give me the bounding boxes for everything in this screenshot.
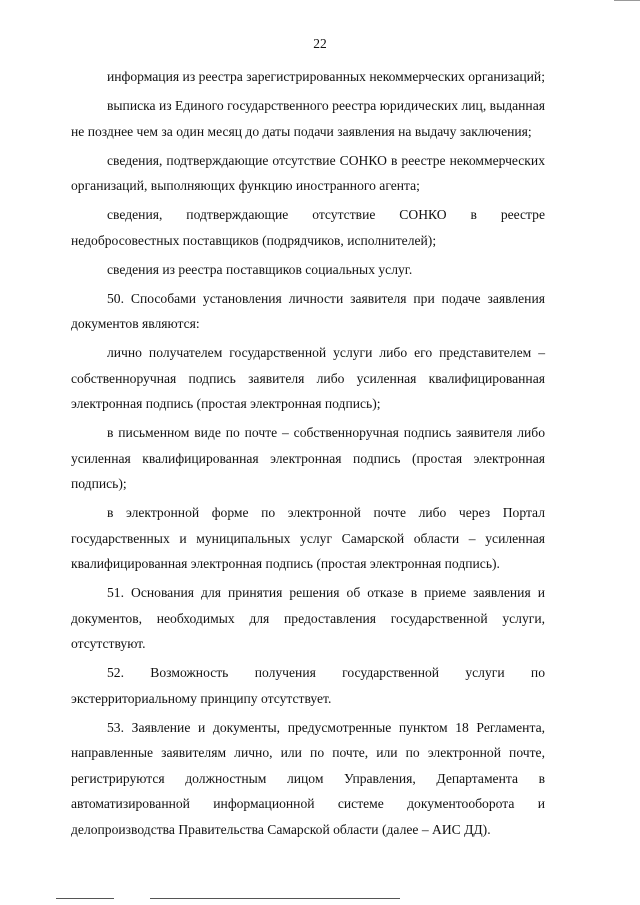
paragraph-53-registration: 53. Заявление и документы, предусмотренные пунктом 18 Регламента, направленные заявителям лично, или по почте, или по электронной почте, регистрируются должностным лицом Управления, Департамента в автоматизированной информационной системе документооборота и делопроизводства Правительства Самарской области (далее – АИС ДД). bbox=[71, 719, 545, 837]
paragraph-foreign-agent-registry: сведения, подтверждающие отсутствие СОНКО в реестре некоммерческих организаций, выполняющих функцию иностранного агента; bbox=[71, 152, 545, 193]
paragraph-social-services-registry: сведения из реестра поставщиков социальных услуг. bbox=[107, 261, 413, 277]
paragraph-50-identification: 50. Способами установления личности заявителя при подаче заявления документов являются: bbox=[71, 290, 545, 331]
footer-rule-right bbox=[150, 898, 400, 899]
paragraph-unreliable-suppliers-registry: сведения, подтверждающие отсутствие СОНКО в реестре недобросовестных поставщиков (подрядчиков, исполнителей); bbox=[71, 207, 545, 248]
paragraph-in-person-signature: лично получателем государственной услуги либо его представителем – собственноручная подпись заявителя либо усиленная квалифицированная электронная подпись (простая электронная подпись); bbox=[71, 345, 545, 411]
footer-rule-left bbox=[56, 898, 114, 899]
paragraph-electronic-signature: в электронной форме по электронной почте либо через Портал государственных и муниципальных услуг Самарской области – усиленная квалифицированная электронная подпись (простая электронная подпись). bbox=[71, 505, 545, 571]
paragraph-nko-registry-info: информация из реестра зарегистрированных некоммерческих организаций; bbox=[107, 69, 545, 84]
paragraph-51-refusal-grounds: 51. Основания для принятия решения об отказе в приеме заявления и документов, необходимых для предоставления государственной услуги, отсутствуют. bbox=[71, 585, 545, 651]
paragraph-52-extraterritorial: 52. Возможность получения государственной услуги по экстерриториальному принципу отсутствует. bbox=[71, 665, 545, 706]
document-body bbox=[71, 64, 545, 846]
corner-scan-mark bbox=[614, 0, 640, 4]
page-number: 22 bbox=[313, 36, 327, 51]
paragraph-postal-signature: в письменном виде по почте – собственноручная подпись заявителя либо усиленная квалифицированная электронная подпись (простая электронная подпись); bbox=[71, 425, 545, 491]
paragraph-egrul-extract: выписка из Единого государственного реестра юридических лиц, выданная не позднее чем за один месяц до даты подачи заявления на выдачу заключения; bbox=[71, 98, 545, 139]
